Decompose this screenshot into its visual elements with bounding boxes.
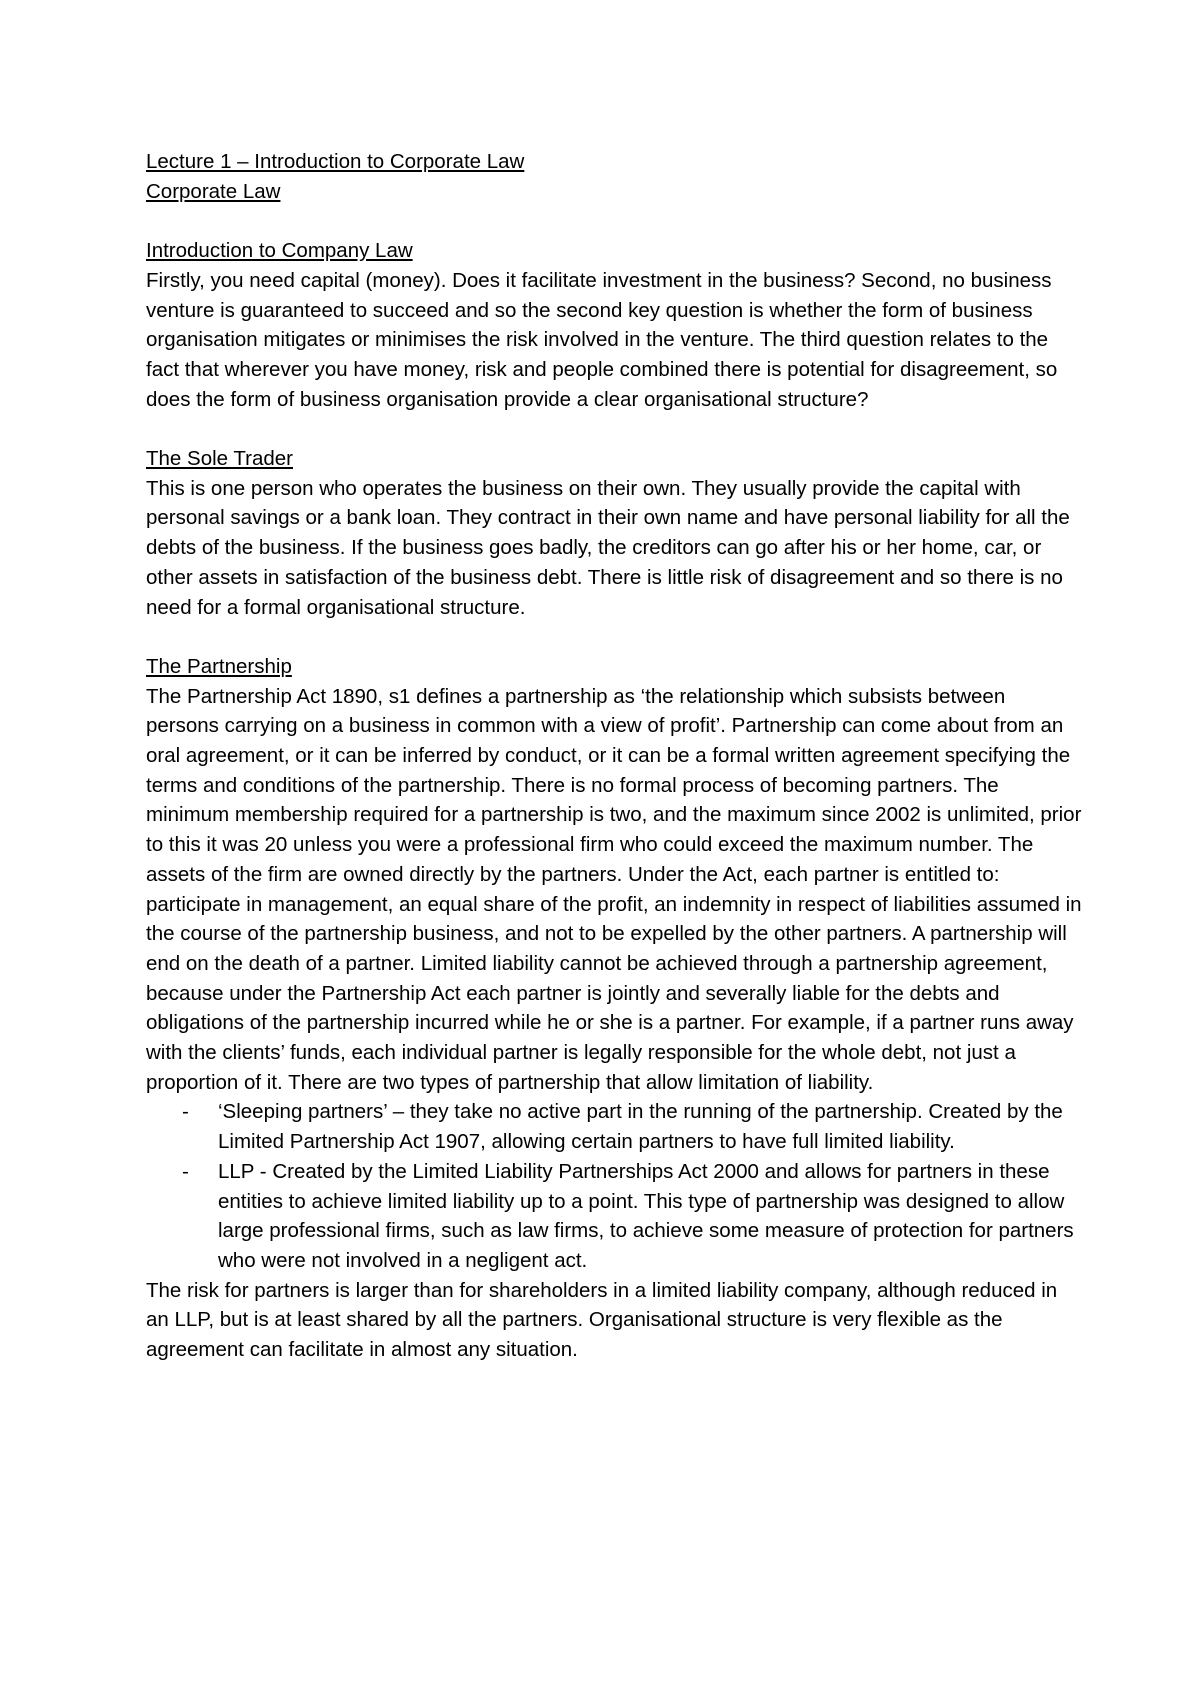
section-sole-trader [146, 444, 1082, 622]
spacer [146, 414, 1082, 444]
bullet-list [146, 1097, 1082, 1275]
section-heading: The Sole Trader [146, 447, 293, 470]
section-paragraph: This is one person who operates the business on their own. They usually provide the capital with personal savings or a bank loan. They contract in their own name and have personal liability for all the debts of the business. If the business goes badly, the creditors can go after his or her home, car, or other assets in satisfaction of the business debt. There is little risk of disagreement and so there is no need for a formal organisational structure. [146, 476, 1070, 619]
section-partnership [146, 652, 1082, 1365]
section-heading: Introduction to Company Law [146, 239, 413, 263]
spacer [146, 622, 1082, 652]
list-item: - ‘Sleeping partners’ – they take no active part in the running of the partnership. Created by the Limited Partnership Act 1907, allowing certain partners to have full limited liability. [218, 1097, 1082, 1156]
section-heading: The Partnership [146, 654, 292, 678]
section-paragraph: Firstly, you need capital (money). Does it facilitate investment in the business? Second, no business venture is guaranteed to succeed and so the second key question is whether the form of business organisation mitigates or minimises the risk involved in the venture. The third question relates to the fact that wherever you have money, risk and people combined there is potential for disagreement, so does the form of business organisation provide a clear organisational structure? [146, 268, 1058, 411]
spacer [146, 206, 1082, 236]
closing-paragraph: The risk for partners is larger than for shareholders in a limited liability company, although reduced in an LLP, but is at least shared by all the partners. Organisational structure is very flexible as the agreement can facilitate in almost any situation. [146, 1278, 1058, 1362]
document-title: Lecture 1 – Introduction to Corporate Law [146, 150, 525, 173]
section-paragraph: The Partnership Act 1890, s1 defines a partnership as ‘the relationship which subsists between persons carrying on a business in common with a view of profit’. Partnership can come about from an oral agreement, or it can be inferred by conduct, or it can be a formal written agreement specifying the terms and conditions of the partnership. There is no formal process of becoming partners. The minimum membership required for a partnership is two, and the maximum since 2002 is unlimited, prior to this it was 20 unless you were a professional firm who could exceed the maximum number. The assets of the firm are owned directly by the partners. Under the Act, each partner is entitled to: participate in management, an equal share of the profit, an indemnity in respect of liabilities assumed in the course of the partnership business, and not to be expelled by the other partners. A partnership will end on the death of a partner. Limited liability cannot be achieved through a partnership agreement, because under the Partnership Act each partner is jointly and severally liable for the debts and obligations of the partnership incurred while he or she is a partner. For example, if a partner runs away with the clients’ funds, each individual partner is legally responsible for the whole debt, not just a proportion of it. There are two types of partnership that allow limitation of liability. [146, 684, 1082, 1094]
document-subtitle: Corporate Law [146, 179, 281, 203]
list-item: - LLP - Created by the Limited Liability Partnerships Act 2000 and allows for partners in these entities to achieve limited liability up to a point. This type of partnership was designed to allow large professional firms, such as law firms, to achieve some measure of protection for partners who were not involved in a negligent act. [218, 1157, 1082, 1276]
document-page [146, 147, 1082, 1365]
section-introduction [146, 236, 1082, 414]
